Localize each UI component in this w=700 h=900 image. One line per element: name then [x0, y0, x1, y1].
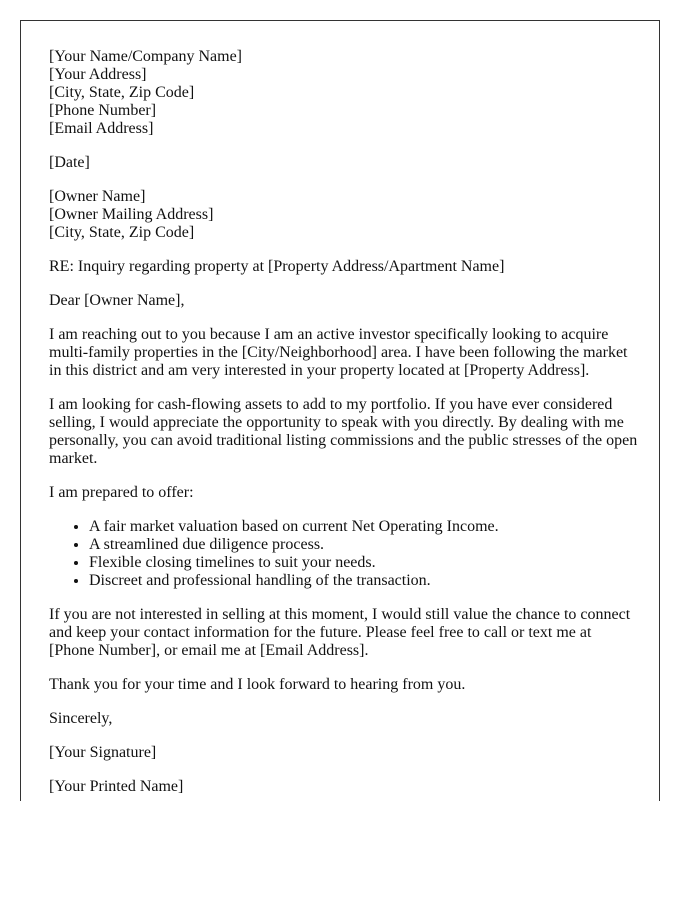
sender-city-state-zip: [City, State, Zip Code]: [49, 84, 195, 101]
portfolio-paragraph: I am looking for cash-flowing assets to add to my portfolio. If you have ever considered selling, I would appreciate the opportunity to speak with you directly. By dealing with me personally, you can avoid traditional listing commissions and the public stresses of the open market.: [49, 396, 638, 467]
intro-paragraph: I am reaching out to you because I am an active investor specifically looking to acquire multi-family properties in the [City/Neighborhood] area. I have been following the market in this district and am very interested in your property located at [Property Address].: [49, 326, 628, 379]
letter-body: [49, 48, 649, 812]
sender-address: [Your Address]: [49, 66, 147, 83]
subject-line: RE: Inquiry regarding property at [Property Address/Apartment Name]: [49, 258, 505, 275]
signature: [Your Signature]: [49, 744, 157, 761]
sender-block: [49, 48, 649, 138]
offer-list-item: • Discreet and professional handling of the transaction.: [89, 572, 649, 590]
sender-phone: [Phone Number]: [49, 102, 157, 119]
offer-list-item: • A fair market valuation based on current Net Operating Income.: [89, 518, 649, 536]
recipient-city-state-zip: [City, State, Zip Code]: [49, 224, 195, 241]
signoff: Sincerely,: [49, 710, 113, 727]
letter-date: [Date]: [49, 154, 90, 171]
recipient-block: [49, 188, 649, 242]
thank-you-paragraph: Thank you for your time and I look forward to hearing from you.: [49, 676, 466, 693]
sender-email: [Email Address]: [49, 120, 154, 137]
offer-intro: I am prepared to offer:: [49, 484, 194, 501]
printed-name: [Your Printed Name]: [49, 778, 184, 795]
sender-name: [Your Name/Company Name]: [49, 48, 243, 65]
offer-list: [49, 518, 649, 590]
recipient-mailing-address: [Owner Mailing Address]: [49, 206, 214, 223]
offer-list-item: • Flexible closing timelines to suit your needs.: [89, 554, 649, 572]
offer-list-item: • A streamlined due diligence process.: [89, 536, 649, 554]
salutation: Dear [Owner Name],: [49, 292, 185, 309]
contact-paragraph: If you are not interested in selling at this moment, I would still value the chance to connect and keep your contact information for the future. Please feel free to call or text me at [Phone Number], or email me at [Email Address].: [49, 606, 631, 659]
date-block: [49, 154, 649, 172]
recipient-name: [Owner Name]: [49, 188, 146, 205]
